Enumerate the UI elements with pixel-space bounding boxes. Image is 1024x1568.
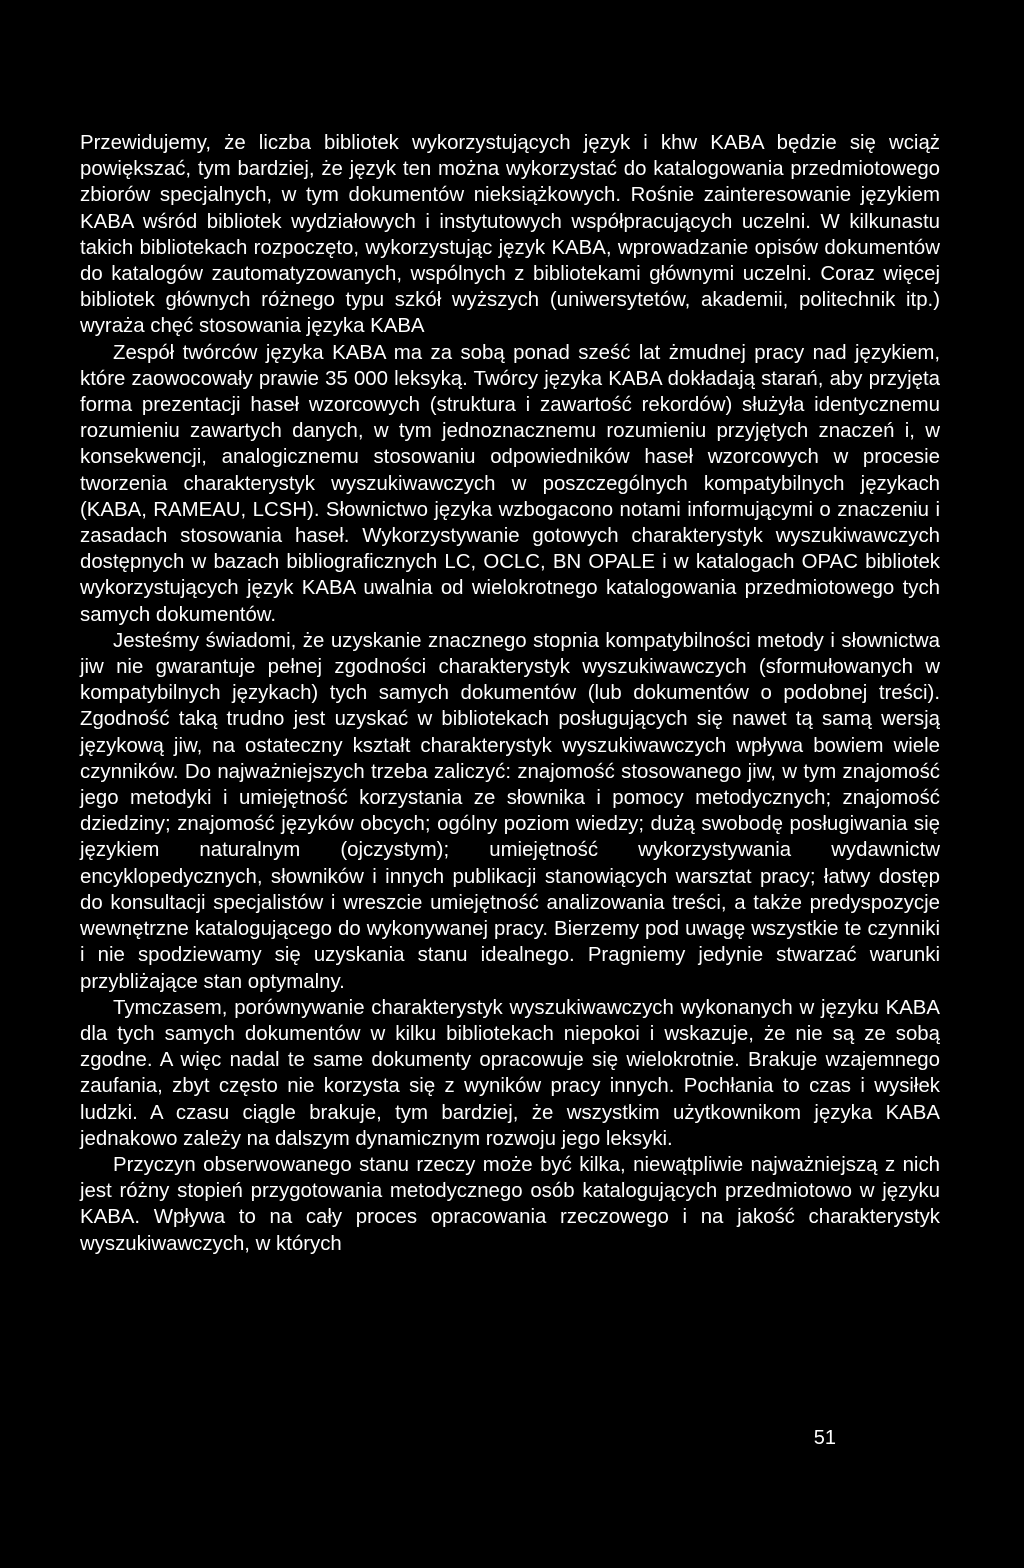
paragraph-5: Przyczyn obserwowanego stanu rzeczy może być kilka, niewątpliwie najważniejszą z nich jest różny stopień przygotowania metodycznego osób katalogujących przedmiotowo w języku KABA. Wpływa to na cały proces opracowania rzeczowego i na jakość charakterystyk wyszukiwawczych, w których (80, 1153, 940, 1255)
page-number: 51 (813, 1427, 836, 1449)
page-body (80, 130, 940, 1257)
paragraph-1: Przewidujemy, że liczba bibliotek wykorzystujących język i khw KABA będzie się wciąż powiększać, tym bardziej, że język ten można wykorzystać do katalogowania przedmiotowego zbiorów specjalnych, w tym dokumentów nieksiążkowych. Rośnie zainteresowanie językiem KABA wśród bibliotek wydziałowych i instytutowych współpracujących uczelni. W kilkunastu takich bibliotekach rozpoczęto, wykorzystując język KABA, wprowadzanie opisów dokumentów do katalogów zautomatyzowanych, wspólnych z bibliotekami głównymi uczelni. Coraz więcej bibliotek głównych różnego typu szkół wyższych (uniwersytetów, akademii, politechnik itp.) wyraża chęć stosowania języka KABA (80, 132, 940, 338)
paragraph-2: Zespół twórców języka KABA ma za sobą ponad sześć lat żmudnej pracy nad językiem, które zaowocowały prawie 35 000 leksyką. Twórcy języka KABA dokładają starań, aby przyjęta forma prezentacji haseł wzorcowych (struktura i zawartość rekordów) służyła identycznemu rozumieniu zawartych danych, w tym jednoznacznemu rozumieniu przyjętych znaczeń i, w konsekwencji, analogicznemu stosowaniu odpowiedników haseł wzorcowych w procesie tworzenia charakterystyk wyszukiwawczych w poszczególnych kompatybilnych językach (KABA, RAMEAU, LCSH). Słownictwo języka wzbogacono notami informującymi o znaczeniu i zasadach stosowania haseł. Wykorzystywanie gotowych charakterystyk wyszukiwawczych dostępnych w bazach bibliograficznych LC, OCLC, BN OPALE i w katalogach OPAC bibliotek wykorzystujących język KABA uwalnia od wielokrotnego katalogowania przedmiotowego tych samych dokumentów. (80, 341, 940, 626)
paragraph-4: Tymczasem, porównywanie charakterystyk wyszukiwawczych wykonanych w języku KABA dla tych samych dokumentów w kilku bibliotekach niepokoi i wskazuje, że nie są ze sobą zgodne. A więc nadal te same dokumenty opracowuje się wielokrotnie. Brakuje wzajemnego zaufania, zbyt często nie korzysta się z wyników pracy innych. Pochłania to czas i wysiłek ludzki. A czasu ciągle brakuje, tym bardziej, że wszystkim użytkownikom języka KABA jednakowo zależy na dalszym dynamicznym rozwoju jego leksyki. (80, 996, 940, 1150)
paragraph-3: Jesteśmy świadomi, że uzyskanie znacznego stopnia kompatybilności metody i słownictwa jiw nie gwarantuje pełnej zgodności charakterystyk wyszukiwawczych (sformułowanych w kompatybilnych językach) tych samych dokumentów (lub dokumentów o podobnej treści). Zgodność taką trudno jest uzyskać w bibliotekach posługujących się nawet tą samą wersją językową jiw, na ostateczny kształt charakterystyk wyszukiwawczych wpływa bowiem wiele czynników. Do najważniejszych trzeba zaliczyć: znajomość stosowanego jiw, w tym znajomość jego metodyki i umiejętność korzystania ze słownika i pomocy metodycznych; znajomość dziedziny; znajomość języków obcych; ogólny poziom wiedzy; dużą swobodę posługiwania się językiem naturalnym (ojczystym); umiejętność wykorzystywania wydawnictw encyklopedycznych, słowników i innych publikacji stanowiących warsztat pracy; łatwy dostęp do konsultacji specjalistów i wreszcie umiejętność analizowania treści, a także predyspozycje wewnętrzne katalogującego do wykonywanej pracy. Bierzemy pod uwagę wszystkie te czynniki i nie spodziewamy się uzyskania stanu idealnego. Pragniemy jedynie stwarzać warunki przybliżające stan optymalny. (80, 629, 940, 993)
